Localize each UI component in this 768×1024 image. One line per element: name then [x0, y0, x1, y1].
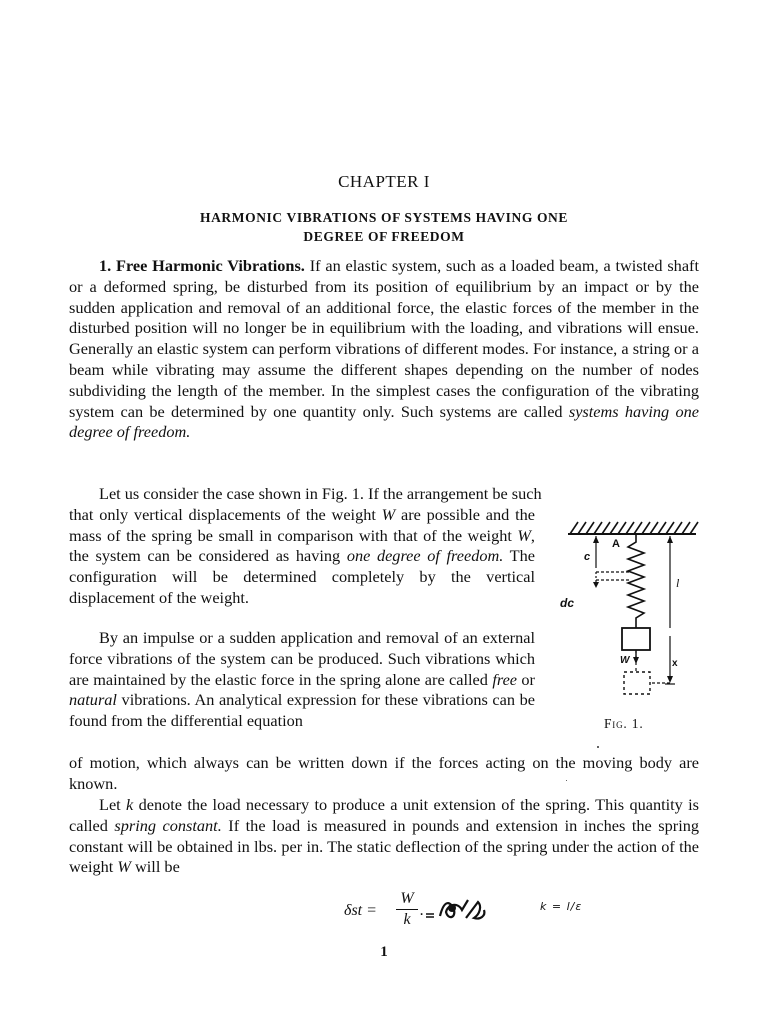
section-title: [0, 208, 768, 246]
paragraph-1-text: If an elastic system, such as a loaded beam, a twisted shaft or a deformed spring, be disturbed from its position of equilibrium by an impact or by the sudden application and removal of an additional force, the elastic forces of the member in the disturbed position will no longer be in equilibrium with the loading, and vibrations will ensue. Generally an elastic system can perform vibrations of different modes. For instance, a string or a beam while vibrating may assume the different shapes depending on the number of nodes subdividing the length of the member. In the simplest cases the configuration of the vibrating system can be determined by one quantity only. Such systems are called: [69, 256, 699, 421]
stray-mark: [566, 780, 567, 781]
term-free: free: [492, 669, 518, 689]
label-c: c: [584, 551, 591, 563]
figure-caption: [604, 716, 644, 732]
page-number: 1: [380, 944, 388, 960]
paragraph-3-part-1: By an impulse or a sudden application and removal of an external force vibrations of the system can be produced. Such vibrations which are maintained by the elastic force in the spring alone are called: [69, 628, 535, 689]
paragraph-3-continued: of motion, which always can be written down if the forces acting on the moving body are known.: [69, 753, 699, 793]
paragraph-2-part-2: are possible and the mass of the spring be small in comparison with that of the weight: [69, 504, 535, 545]
symbol-k: k: [126, 795, 134, 814]
paragraph-2-part-1: that only vertical displacements of the weight: [69, 504, 382, 524]
paragraph-4-part-2: denote the load necessary to produce a unit extension of the spring. This quantity is called: [69, 795, 699, 835]
equation-fraction: [396, 890, 418, 929]
figure-caption-prefix: Fig.: [604, 716, 628, 731]
paragraph-4-part-1: Let: [99, 795, 127, 814]
symbol-W: W: [517, 525, 531, 545]
spring: [628, 534, 644, 628]
symbol-W: W: [117, 857, 131, 877]
figure-spring-mass: [548, 516, 708, 736]
paragraph-2-part-3: , the system can be considered as having: [69, 525, 535, 566]
paragraph-4-part-4: will be: [130, 857, 180, 877]
handwritten-scribble: [422, 896, 498, 926]
paragraph-2-line-1: Let us consider the case shown in Fig. 1. If the arrangement be such: [99, 484, 542, 503]
paragraph-3-part-3: vibrations. An analytical expression for these vibrations can be found from the differential equation: [69, 690, 535, 731]
stray-mark: [597, 746, 599, 748]
term-natural: natural: [69, 690, 117, 710]
term-one-degree: systems having one degree of freedom.: [69, 401, 699, 442]
handwritten-note: k = l/ε: [540, 900, 583, 913]
paragraph-2-part-4: The configuration will be determined completely by the vertical displacement of the weight.: [69, 546, 535, 607]
article-heading: 1. Free Harmonic Vibrations.: [99, 256, 305, 275]
paragraph-4-part-3: If the load is measured in pounds and extension in inches the spring constant will be obtained in lbs. per in. The static deflection of the spring under the action of the weight: [69, 815, 699, 877]
label-dc: dc: [560, 596, 575, 610]
label-W: W: [620, 655, 630, 666]
equation-lhs: δst =: [344, 902, 377, 919]
label-x: x: [672, 658, 678, 669]
equation-denominator: k: [403, 911, 411, 928]
paragraph-1: [69, 256, 699, 443]
term-one-degree-freedom: one degree of freedom.: [346, 546, 504, 566]
paragraph-3-part-2: or: [517, 669, 535, 689]
weight-block: [622, 628, 650, 650]
section-title-line-1: HARMONIC VIBRATIONS OF SYSTEMS HAVING ONE: [199, 210, 569, 225]
term-spring-constant: spring constant.: [114, 815, 222, 835]
equation-tail: .: [420, 902, 424, 919]
label-A: A: [612, 538, 620, 550]
equation-numerator: W: [400, 890, 414, 907]
paragraph-3: [69, 628, 535, 732]
chapter-heading: CHAPTER I: [338, 172, 430, 191]
section-title-line-2: DEGREE OF FREEDOM: [303, 229, 465, 244]
paragraph-4: [69, 795, 699, 878]
displaced-weight: [624, 672, 650, 694]
label-l: l: [676, 576, 680, 590]
symbol-W: W: [381, 504, 396, 524]
ceiling-hatch: [568, 522, 698, 534]
figure-caption-number: 1.: [631, 716, 644, 731]
